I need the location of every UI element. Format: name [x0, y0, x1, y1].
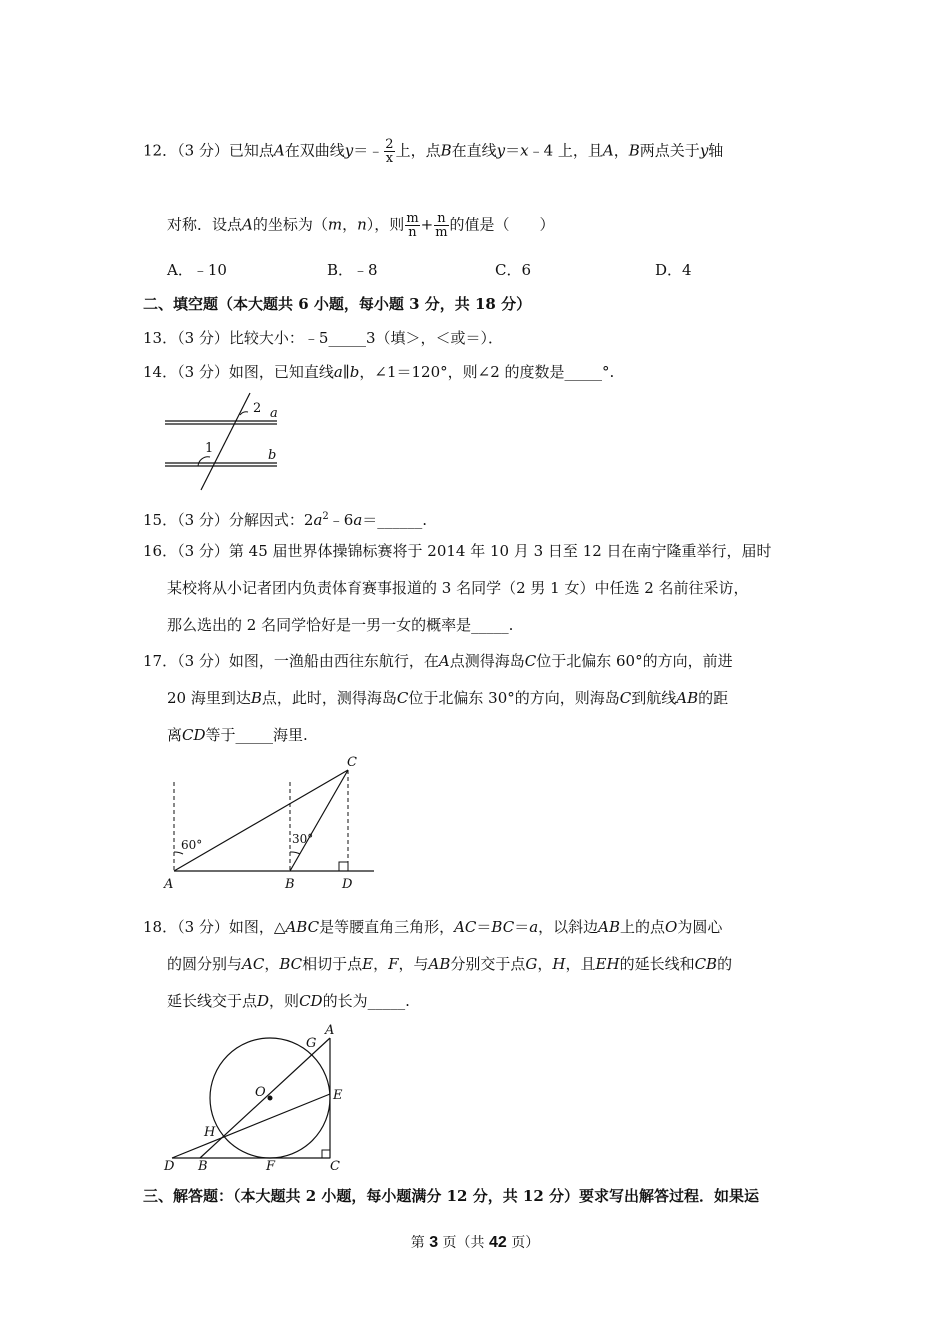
label-angle-1: 1 — [205, 441, 214, 456]
section-3-heading: 三、解答题：（本大题共 2 小题，每小题满分 12 分，共 12 分）要求写出解答过程．如果运 — [143, 1187, 760, 1205]
option-a: A．﹣10 — [167, 261, 227, 279]
figure-14-parallel-lines — [160, 390, 295, 495]
section-2-heading: 二、填空题（本大题共 6 小题，每小题 3 分，共 18 分） — [143, 295, 532, 313]
question-18-line-1: 18．（3 分）如图，△ABC是等腰直角三角形，AC＝BC＝a，以斜边AB上的点O为圆心 — [143, 918, 723, 936]
question-16-line-2: 某校将从小记者团内负责体育赛事报道的 3 名同学（2 男 1 女）中任选 2 名前往采访， — [167, 579, 749, 597]
question-18-line-3: 延长线交于点D，则CD的长为_____. — [167, 992, 410, 1010]
label-point-b: B — [285, 877, 295, 892]
fraction-n-over-m: $\frac{n}{m}$ — [435, 211, 448, 240]
fraction-2-over-x: $\frac{2}{x}$ — [385, 137, 394, 166]
question-13: 13．（3 分）比较大小：﹣5_____3（填＞，＜或＝）． — [143, 329, 503, 347]
label-point-a: A — [164, 877, 174, 892]
label-angle-60: 60° — [181, 838, 203, 852]
label-point-a: A — [325, 1023, 335, 1038]
question-16-line-1: 16．（3 分）第 45 届世界体操锦标赛将于 2014 年 10 月 3 日至 12 日在南宁隆重举行，届时 — [143, 542, 772, 560]
label-point-o: O — [255, 1085, 266, 1100]
figure-18-circle-triangle — [160, 1018, 360, 1178]
question-14: 14．（3 分）如图，已知直线a∥b，∠1＝120°，则∠2 的度数是_____°. — [143, 363, 615, 381]
label-point-c: C — [330, 1159, 340, 1174]
label-point-g: G — [306, 1036, 317, 1051]
question-17-line-2: 20 海里到达B点，此时，测得海岛C位于北偏东 30°的方向，则海岛C到航线AB的距 — [167, 689, 729, 707]
option-d: D．4 — [655, 261, 692, 279]
total-page-count: 42 — [489, 1234, 507, 1251]
label-point-h: H — [204, 1125, 216, 1140]
question-15: 15．（3 分）分解因式：$2a^2﹣6a=\_\_\_\_\_\_$. — [143, 511, 428, 529]
label-point-f: F — [266, 1159, 276, 1174]
question-16-line-3: 那么选出的 2 名同学恰好是一男一女的概率是_____. — [167, 616, 514, 634]
label-angle-2: 2 — [253, 401, 262, 416]
label-line-b: b — [268, 448, 277, 463]
label-point-e: E — [333, 1088, 343, 1103]
fraction-m-over-n: $\frac{m}{n}$ — [406, 211, 419, 240]
question-17-line-3: 离CD等于_____海里. — [167, 726, 308, 744]
page-footer: 第 3 页（共 42 页） — [410, 1234, 540, 1251]
label-point-d: D — [342, 877, 353, 892]
current-page-number: 3 — [429, 1234, 439, 1251]
label-point-b: B — [198, 1159, 208, 1174]
option-b: B．﹣8 — [327, 261, 378, 279]
label-point-d: D — [164, 1159, 175, 1174]
question-17-line-1: 17．（3 分）如图，一渔船由西往东航行，在A点测得海岛C位于北偏东 60°的方向，前进 — [143, 652, 733, 670]
option-c: C．6 — [495, 261, 532, 279]
question-18-line-2: 的圆分别与AC，BC相切于点E，F，与AB分别交于点G，H，且EH的延长线和CB的 — [167, 955, 733, 973]
figure-17-navigation — [160, 752, 385, 897]
label-angle-30: 30° — [292, 832, 314, 846]
question-12-line-1: 12．（3 分）已知点A在双曲线y＝﹣ $\frac{2}{x}$ 上，点B在直线y＝x﹣4 上，且A，B两点关于y轴 — [143, 137, 724, 166]
question-12-line-2: 对称．设点A的坐标为（m，n），则 $\frac{m}{n}$ + $\frac{n}{m}$ 的值是（ ） — [167, 211, 555, 240]
label-line-a: a — [270, 406, 278, 421]
label-point-c: C — [347, 755, 357, 770]
